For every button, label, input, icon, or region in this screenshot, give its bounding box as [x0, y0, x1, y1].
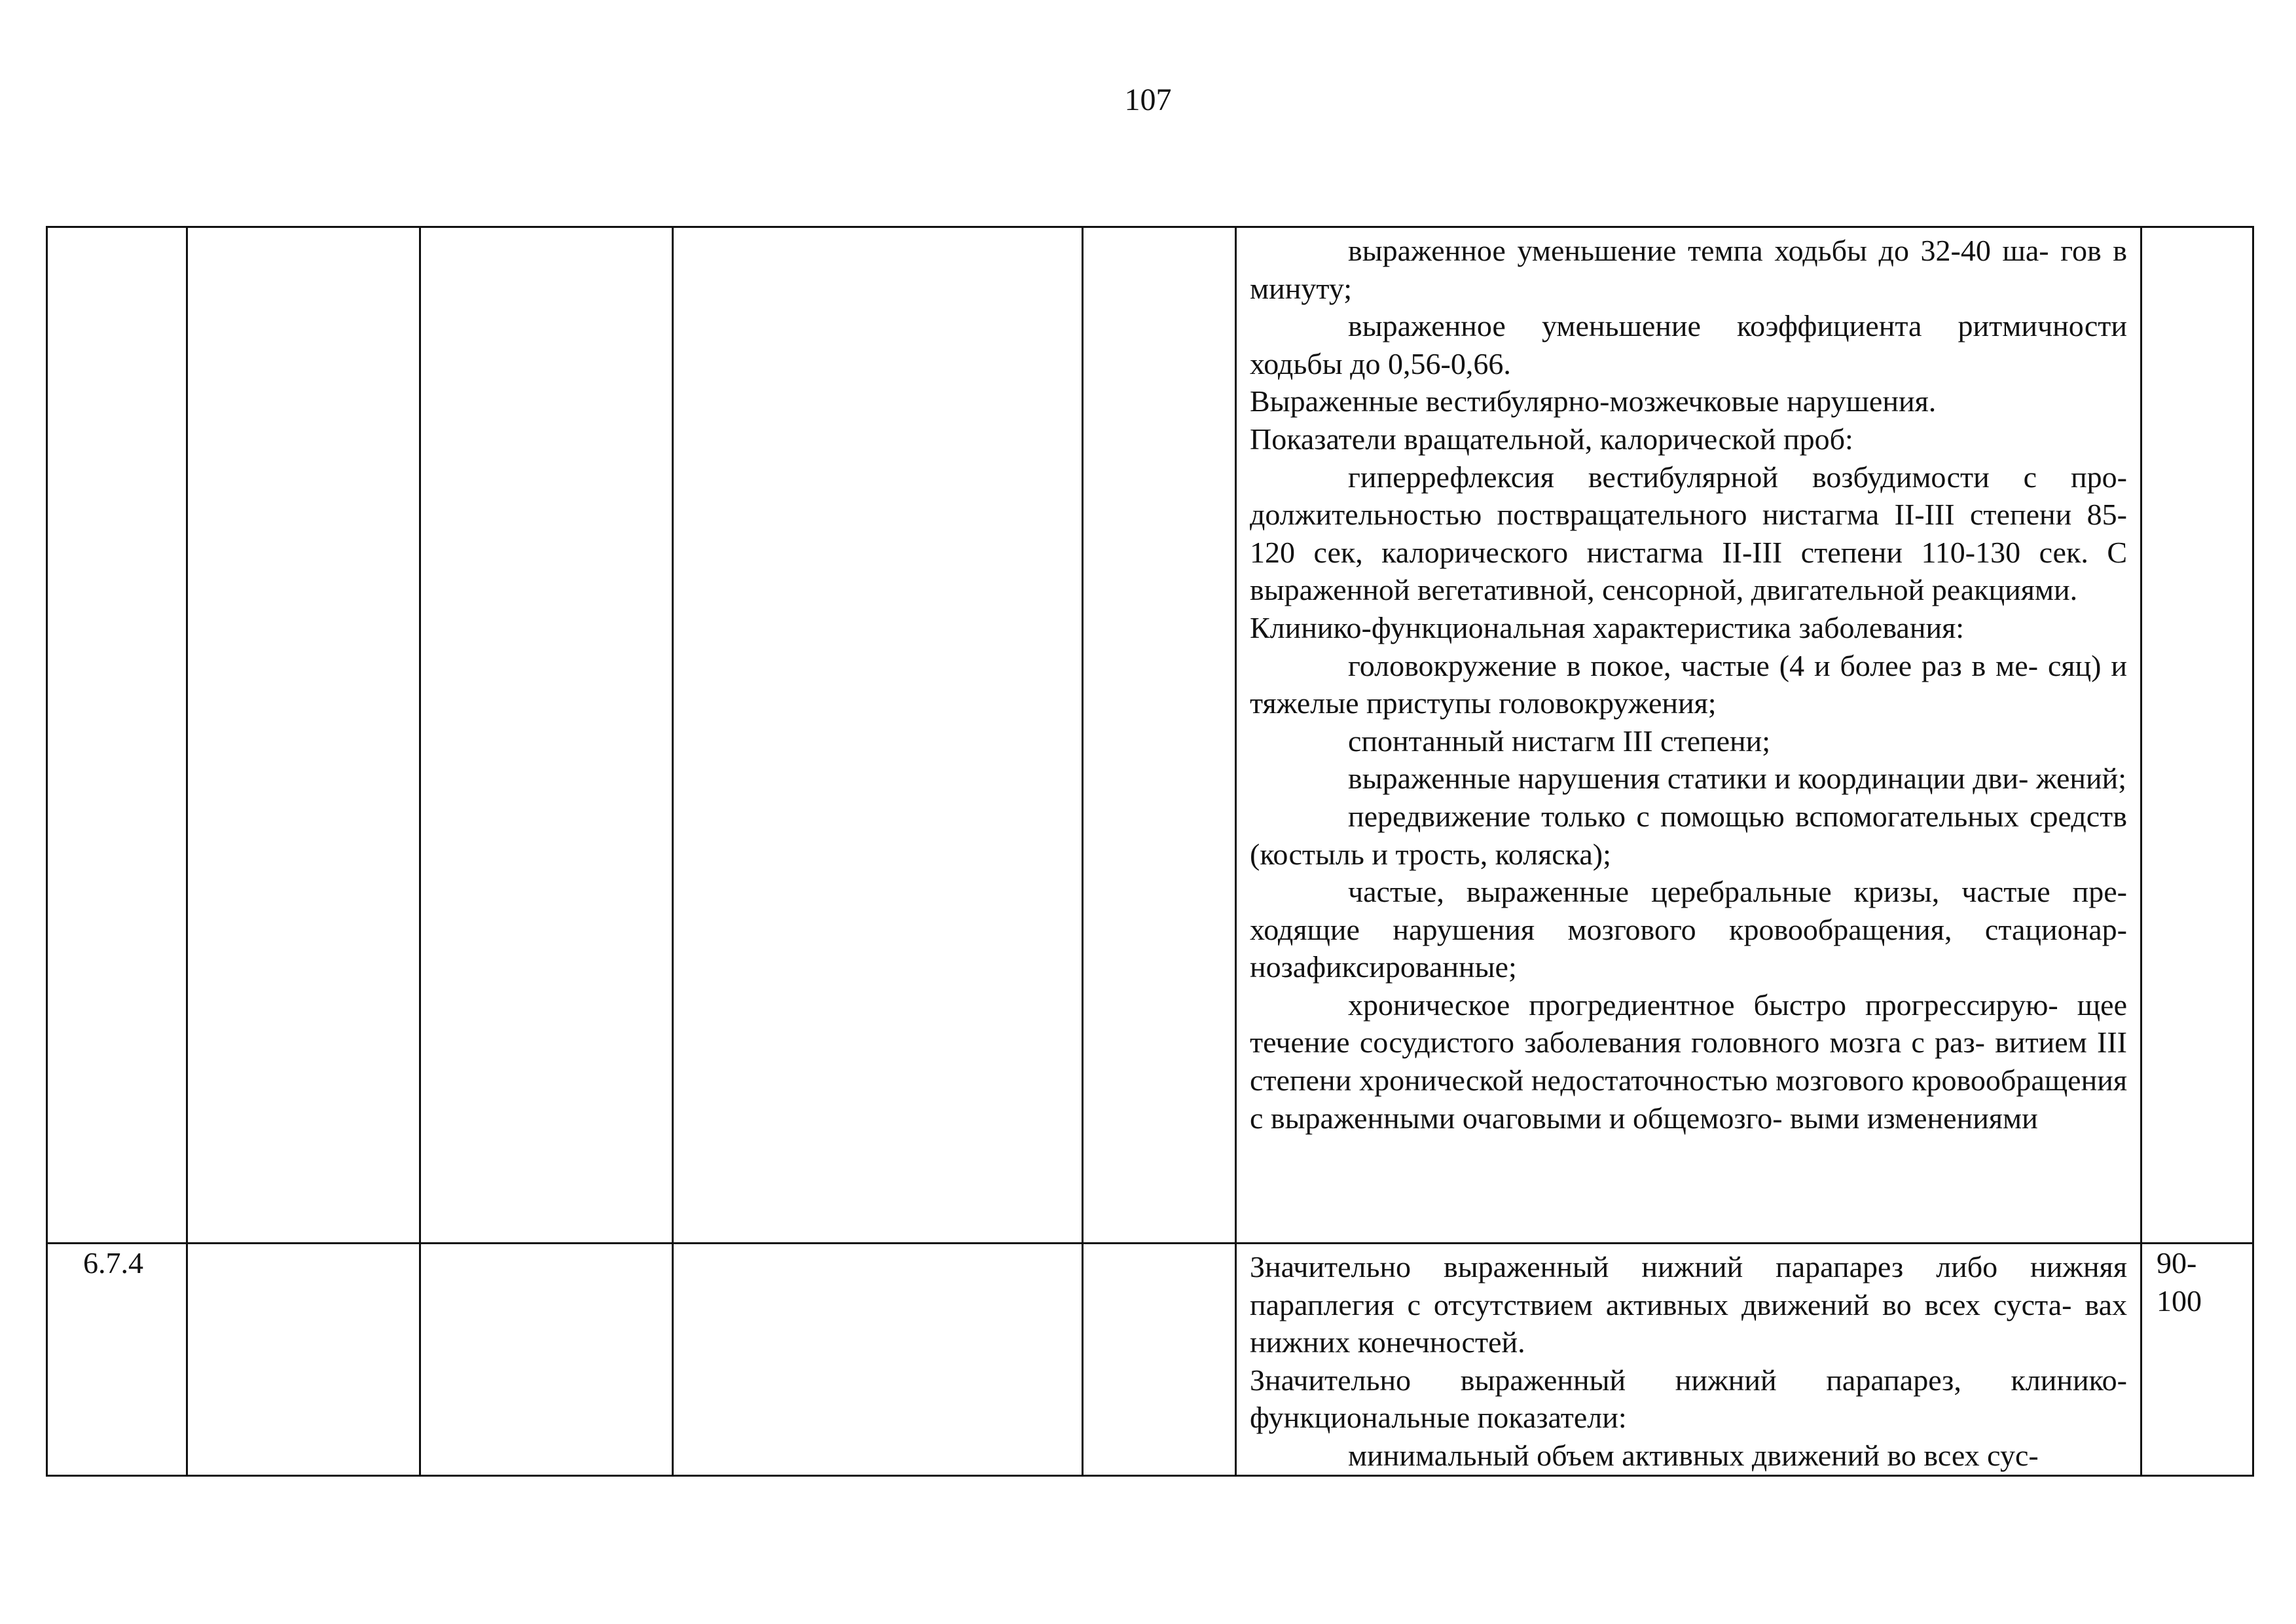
empty-cell	[187, 1244, 420, 1476]
description-paragraph: спонтанный нистагм III степени;	[1348, 724, 1771, 758]
empty-cell	[420, 227, 673, 1244]
description-paragraph: Клинико-функциональная характеристика заболевания:	[1250, 610, 1965, 644]
description-paragraph: Значительно выраженный нижний парапарез либо нижняя параплегия с отсутствием активных движений во всех суста- вах нижних конечностей.	[1250, 1250, 2127, 1359]
description-cell	[1236, 227, 2141, 1244]
empty-cell	[420, 1244, 673, 1476]
description-cell	[1236, 1244, 2141, 1476]
score-cell: 90- 100	[2141, 1244, 2253, 1476]
empty-cell	[673, 1244, 1083, 1476]
empty-cell	[673, 227, 1083, 1244]
empty-cell	[187, 227, 420, 1244]
description-paragraph: гиперрефлексия вестибулярной возбудимости с про- должительностью поствращательного нистагма II-III степени 85-120 сек, калорического нистагма II-III степени 110-130 сек. С выраженной вегетативной, сенсорной, двигательной реакциями.	[1250, 460, 2127, 607]
row-code-cell	[47, 227, 187, 1244]
description-paragraph: Выраженные вестибулярно-мозжечковые нарушения.	[1250, 384, 1937, 418]
description-paragraph: выраженные нарушения статики и координации дви- жений;	[1348, 762, 2127, 796]
table-row	[47, 1244, 2253, 1476]
table-row	[47, 227, 2253, 1244]
description-paragraph: минимальный объем активных движений во всех сус-	[1348, 1438, 2039, 1472]
score-cell	[2141, 227, 2253, 1244]
description-paragraph: Значительно выраженный нижний парапарез, клинико- функциональные показатели:	[1250, 1363, 2127, 1435]
empty-cell	[1083, 227, 1236, 1244]
description-paragraph: хроническое прогредиентное быстро прогрессирую- щее течение сосудистого заболевания головного мозга с раз- витием III степени хронической недостаточностью мозгового кровообращения с выраженными очаговыми и общемозго- выми изменениями	[1250, 987, 2127, 1135]
description-paragraph: выраженное уменьшение темпа ходьбы до 32-40 ша- гов в минуту;	[1250, 234, 2127, 305]
page-number: 107	[1124, 83, 1172, 117]
description-paragraph: выраженное уменьшение коэффициента ритмичности ходьбы до 0,56-0,66.	[1250, 309, 2127, 380]
row-code-cell: 6.7.4	[47, 1244, 187, 1476]
description-paragraph: частые, выраженные церебральные кризы, частые пре- ходящие нарушения мозгового кровообращения, стационар- нозафиксированные;	[1250, 875, 2127, 984]
empty-cell	[1083, 1244, 1236, 1476]
description-paragraph: передвижение только с помощью вспомогательных средств (костыль и трость, коляска);	[1250, 799, 2127, 871]
disability-criteria-table	[46, 226, 2254, 1477]
description-paragraph: головокружение в покое, частые (4 и более раз в ме- сяц) и тяжелые приступы головокружения;	[1250, 648, 2127, 720]
description-paragraph: Показатели вращательной, калорической проб:	[1250, 422, 1853, 456]
